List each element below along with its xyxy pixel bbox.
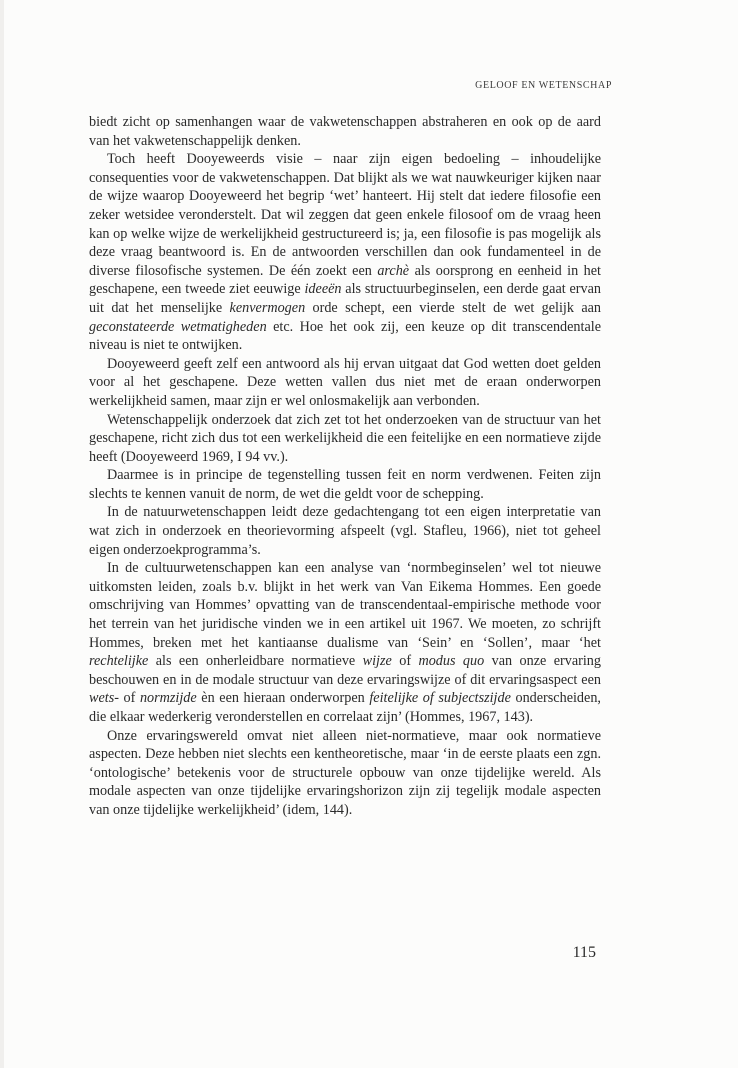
text-run: Toch heeft Dooyeweerds visie – naar zijn eigen bedoeling – inhoudelijke consequenties voor de vakwetenschappen. Dat blijkt als we wat nauwkeuriger kijken naar de wijze waarop Dooyeweerd het begrip ‘wet’ hanteert. Hij stelt dat iedere filosofie een zeker wetsidee veronderstelt. Dat wil zeggen dat geen enkele filosoof om de vraag heen kan op welke wijze de werkelijkheid gestructureerd is; ja, een filosofie is pas mogelijk als deze vraag beantwoord is. En de antwoorden verschillen dan ook fundamenteel in de diverse filosofische systemen. De één zoekt een xyxy=(89,151,601,279)
italic-term: normzijde xyxy=(139,690,197,707)
text-run: etc. Hoe het ook zij, een keuze op dit transcendentale niveau is niet te ontwijken. xyxy=(89,318,601,354)
text-run: èn een hieraan onderworpen xyxy=(196,690,370,707)
body-text xyxy=(89,113,601,820)
italic-term: feitelijke of subjectszijde xyxy=(369,690,511,707)
text-run: Daarmee is in principe de tegenstelling tussen feit en norm verdwenen. Feiten zijn slechts te kennen vanuit de norm, de wet die geldt voor de schepping. xyxy=(89,467,601,502)
text-run: Onze ervaringswereld omvat niet alleen niet-normatieve, maar ook normatieve aspecten. Deze hebben niet slechts een kentheoretische, maar ‘in de eerste plaats een zgn. ‘ontologische’ betekenis voor de structurele opbouw van onze tijdelijke wereld. Als modale aspecten van onze tijdelijke ervaringshorizon zijn zij tegelijk modale aspecten van onze tijdelijke werkelijkheid’ (idem, 144). xyxy=(89,727,601,818)
page-gutter xyxy=(0,0,4,1068)
paragraph xyxy=(89,150,601,355)
text-run: als structuurbeginselen, een derde gaat ervan uit dat het menselijke xyxy=(89,281,601,316)
text-run: orde schept, een vierde stelt de wet gelijk aan xyxy=(305,299,602,316)
paragraph xyxy=(89,503,601,559)
paragraph xyxy=(89,727,601,820)
italic-term: modus quo xyxy=(418,653,485,670)
text-run: In de natuurwetenschappen leidt deze gedachtengang tot een eigen interpretatie van wat zich in onderzoek en theorievorming afspeelt (vgl. Stafleu, 1966), niet tot geheel eigen onderzoekprogramma’s. xyxy=(89,504,601,558)
text-run: of xyxy=(391,653,419,670)
italic-term: geconstateerde wetmatigheden xyxy=(89,318,267,335)
italic-term: wets- xyxy=(89,690,119,707)
paragraph xyxy=(89,355,601,411)
italic-term: rechtelijke xyxy=(89,653,149,670)
paragraph xyxy=(89,113,601,150)
text-run: onderscheiden, die elkaar wederkerig veronderstellen en correlaat zijn’ (Hommes, 1967, 143). xyxy=(89,690,601,725)
running-head: GELOOF EN WETENSCHAP xyxy=(475,80,612,91)
italic-term: wijze xyxy=(362,653,392,670)
text-run: of xyxy=(118,690,140,707)
text-run: Wetenschappelijk onderzoek dat zich zet tot het onderzoeken van de structuur van het geschapene, richt zich dus tot een werkelijkheid die een feitelijke en een normatieve zijde heeft (Dooyeweerd 1969, I 94 vv.). xyxy=(89,411,601,465)
paragraph xyxy=(89,559,601,726)
paragraph xyxy=(89,411,601,467)
text-run: als oorsprong en eenheid in het geschapene, een tweede ziet eeuwige xyxy=(89,262,601,298)
italic-term: kenvermogen xyxy=(229,299,306,316)
page-number: 115 xyxy=(572,944,596,961)
italic-term: archè xyxy=(377,262,410,279)
paragraph xyxy=(89,466,601,503)
italic-term: ideeën xyxy=(304,281,342,298)
text-run: In de cultuurwetenschappen kan een analyse van ‘normbeginselen’ wel tot nieuwe uitkomsten leiden, zoals b.v. blijkt in het werk van Van Eikema Hommes. Een goede omschrijving van Hommes’ opvatting van de transcendentaal-empirische methode voor het terrein van het juridische vinden we in een artikel uit 1967. We moeten, zo schrijft Hommes, breken met het kantiaanse dualisme van ‘Sein’ en ‘Sollen’, maar ‘het xyxy=(89,560,601,651)
text-run: van onze ervaring beschouwen en in de modale structuur van deze ervaringswijze of dit ervaringsaspect een xyxy=(89,653,601,688)
text-run: biedt zicht op samenhangen waar de vakwetenschappen abstraheren en ook op de aard van het vakwetenschappelijk denken. xyxy=(89,114,601,149)
text-run: Dooyeweerd geeft zelf een antwoord als hij ervan uitgaat dat God wetten doet gelden voor al het geschapene. Deze wetten vallen dus niet met de eraan onderworpen werkelijkheid samen, maar zijn er wel onlosmakelijk aan verbonden. xyxy=(89,355,601,409)
text-run: als een onherleidbare normatieve xyxy=(148,653,363,670)
